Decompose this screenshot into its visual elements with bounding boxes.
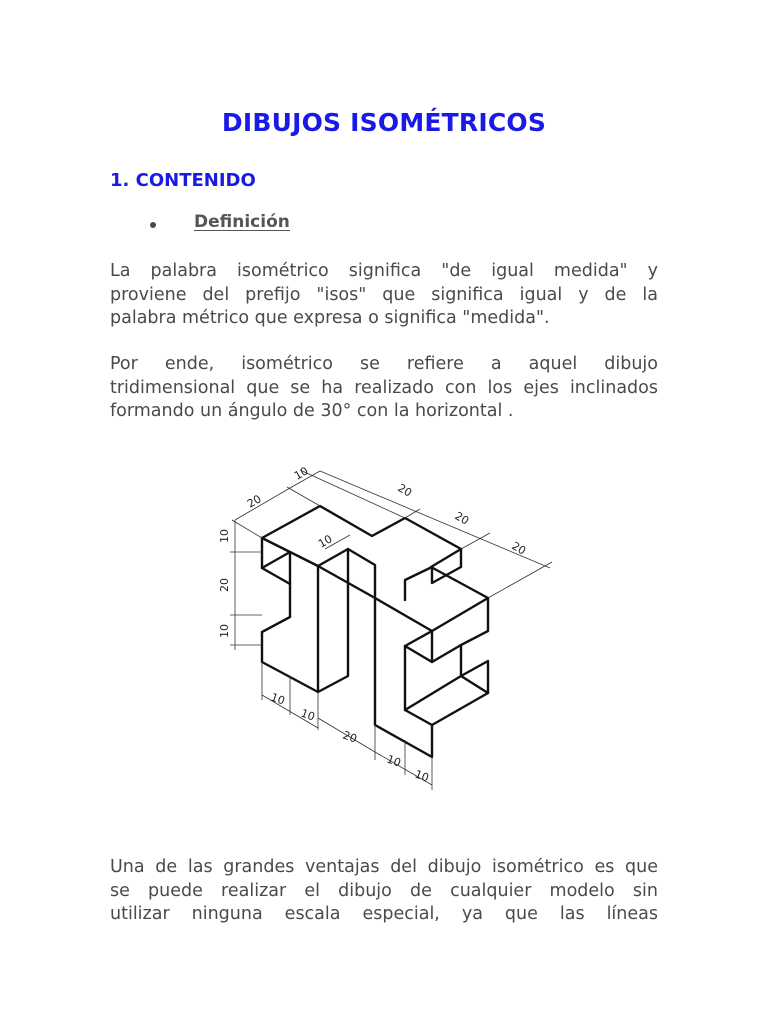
dim-text: 10 bbox=[292, 464, 311, 483]
document-title: DIBUJOS ISOMÉTRICOS bbox=[221, 108, 547, 137]
paragraph-line: tridimensional que se ha realizado con los ejes inclinados bbox=[110, 377, 658, 398]
paragraph-advantages bbox=[110, 856, 658, 927]
paragraph-line: Por ende, isométrico se refiere a aquel dibujo bbox=[110, 354, 658, 374]
right-block bbox=[375, 598, 488, 757]
dim-text: 10 bbox=[412, 767, 431, 785]
dim-text: 10 bbox=[316, 532, 335, 551]
left-notch-top bbox=[262, 552, 290, 584]
dim-text: 20 bbox=[509, 539, 529, 558]
right-lower-step bbox=[405, 676, 488, 710]
dim-text: 10 bbox=[218, 529, 231, 543]
object-outline bbox=[262, 506, 488, 757]
paragraph-definition bbox=[110, 260, 658, 331]
dim-text: 10 bbox=[268, 690, 287, 708]
paragraph-line: palabra métrico que expresa o significa "medida". bbox=[110, 308, 550, 328]
paragraph-line: La palabra isométrico significa "de igual medida" y bbox=[110, 261, 658, 281]
dim-text: 20 bbox=[452, 509, 472, 528]
dim-text: 20 bbox=[340, 728, 359, 746]
top-step-inner bbox=[405, 567, 432, 600]
paragraph-line: proviene del prefijo "isos" que significa igual y de la bbox=[110, 284, 658, 305]
isometric-drawing-svg bbox=[200, 462, 570, 802]
section-heading: 1. CONTENIDO bbox=[110, 170, 256, 191]
dim-text: 10 bbox=[384, 752, 403, 770]
left-notch-bottom bbox=[262, 617, 290, 632]
center-recess bbox=[318, 549, 348, 692]
dim-text: 20 bbox=[218, 578, 231, 592]
paragraph-line: utilizar ninguna escala especial, ya que las líneas bbox=[110, 904, 658, 924]
bullet-item bbox=[150, 212, 290, 232]
bullet-label: Definición bbox=[194, 212, 290, 232]
isometric-drawing bbox=[200, 462, 570, 802]
paragraph-line: Una de las grandes ventajas del dibujo isométrico es que bbox=[110, 857, 658, 877]
bullet-dot-icon bbox=[150, 222, 156, 228]
dimension-lines bbox=[230, 470, 552, 790]
dim-text: 20 bbox=[245, 492, 264, 511]
paragraph-line: formando un ángulo de 30° con la horizontal . bbox=[110, 401, 514, 421]
dim-text: 10 bbox=[298, 706, 317, 724]
dim-text: 20 bbox=[395, 481, 415, 500]
paragraph-meaning bbox=[110, 353, 658, 424]
top-step bbox=[432, 549, 461, 583]
right-inner-edge bbox=[405, 631, 432, 646]
paragraph-line: se puede realizar el dibujo de cualquier modelo sin bbox=[110, 880, 658, 901]
dim-text: 10 bbox=[218, 624, 231, 638]
